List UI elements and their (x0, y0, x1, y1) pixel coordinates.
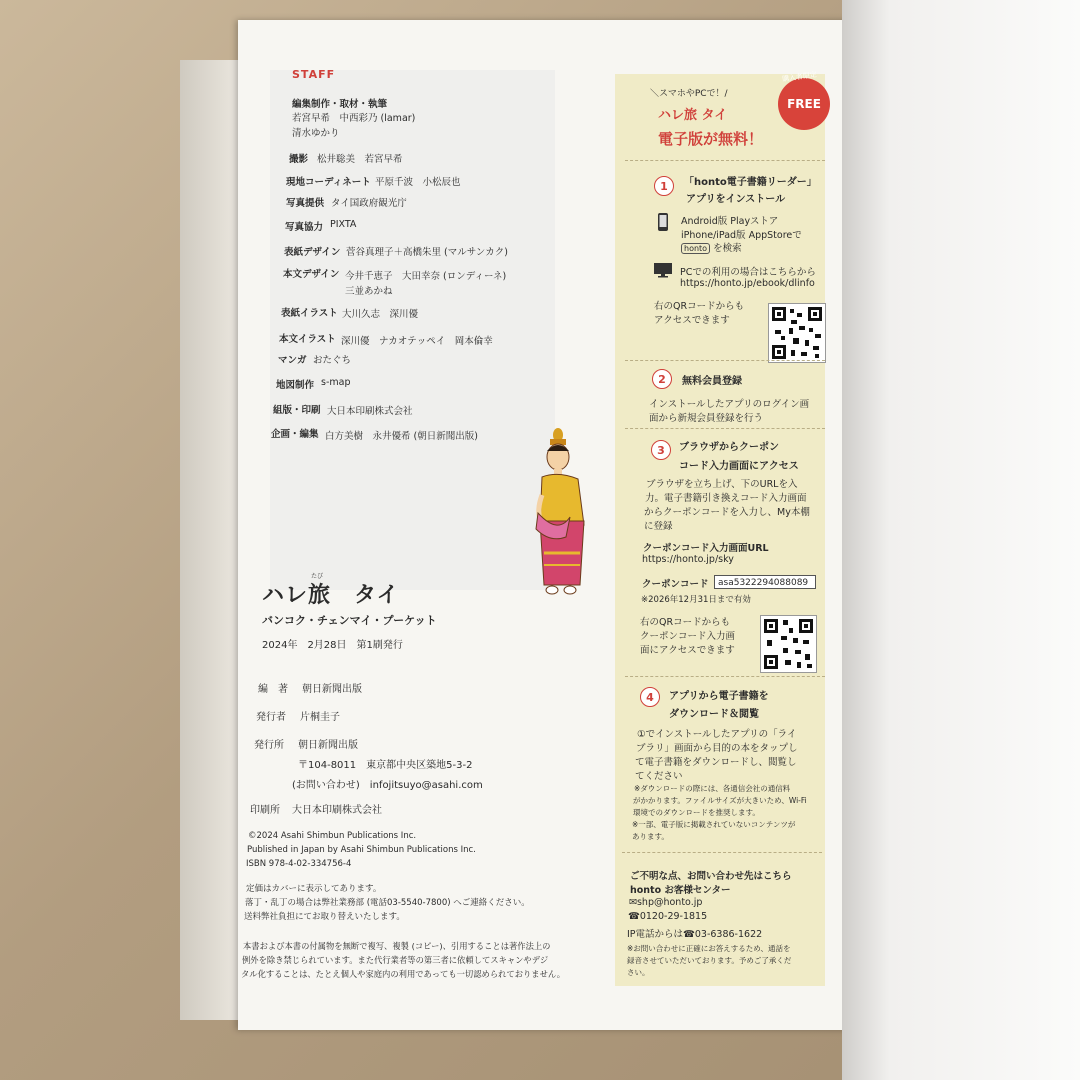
panel-divider (625, 160, 825, 161)
staff-role: 本文イラスト (279, 334, 336, 345)
coupon-expiry: ※2026年12月31日まで有効 (641, 595, 751, 605)
step-1-text-search: を検索 (713, 243, 742, 254)
staff-role: 企画・編集 (271, 429, 319, 440)
legal-line: 例外を除き禁じられています。また代行業者等の第三者に依頼してスキャンやデジ (242, 955, 549, 965)
free-badge (778, 78, 830, 130)
support-tel-number: 0120-29-1815 (639, 911, 708, 922)
support-email-address: shp@honto.jp (636, 897, 703, 908)
staff-role: 写真協力 (285, 222, 324, 233)
panel-divider (625, 676, 825, 677)
step-1-text (681, 240, 742, 254)
support-email[interactable] (629, 897, 702, 908)
note-line: 落丁・乱丁の場合は弊社業務部 (電話03-5540-7800) へご連絡ください。 (245, 898, 530, 908)
legal-line: タル化することは、たとえ個人や家庭内の利用であっても一切認められておりません。 (241, 969, 565, 979)
staff-names: 菅谷真理子＋高橋朱里 (マルサンカク) (346, 247, 508, 258)
step-3-text: 力。電子書籍引き換えコード入力画面 (645, 493, 807, 504)
publisher-address: 〒104-8011 東京都中央区築地5-3-2 (298, 760, 473, 771)
staff-role: マンガ (278, 355, 307, 366)
copyright-line: ©2024 Asahi Shimbun Publications Inc. (248, 831, 417, 841)
smartphone-icon (657, 212, 669, 232)
support-note: 録音させていただいております。予めご了承くだ (627, 956, 792, 965)
staff-names: 大日本印刷株式会社 (327, 406, 413, 417)
colophon-label: 編 著 (258, 684, 288, 695)
edition-date: 2024年 2月28日 第1刷発行 (262, 640, 403, 651)
step-1-title: アプリをインストール (686, 194, 786, 205)
staff-names: 清水ゆかり (292, 128, 340, 139)
step-4-text: ①でインストールしたアプリの「ライ (637, 729, 797, 740)
step-1-text: PCでの利用の場合はこちらから (680, 267, 816, 278)
qr-code-app[interactable] (768, 303, 826, 363)
page-stack-edge (180, 60, 240, 1020)
colophon-value: 朝日新聞出版 (302, 684, 362, 695)
step-3-text: 面にアクセスできます (640, 645, 735, 656)
support-ip-tel[interactable]: IP電話からは☎03-6386-1622 (627, 929, 763, 940)
step-4-note: ※一部、電子版に掲載されていないコンテンツが (632, 820, 796, 829)
staff-names: おたぐち (313, 355, 352, 366)
printer-value: 大日本印刷株式会社 (292, 805, 382, 816)
staff-names: 大川久志 深川優 (342, 309, 419, 320)
coupon-url-label: クーポンコード入力画面URL (643, 543, 769, 554)
mail-icon: ✉ (629, 897, 637, 908)
step-1-text: アクセスできます (654, 315, 730, 326)
colophon-label: 発行者 (256, 712, 286, 723)
staff-names: 今井千恵子 大田幸奈 (ロンディーネ) (345, 271, 507, 282)
staff-names: 白方美樹 永井優希 (朝日新聞出版) (325, 431, 478, 442)
staff-role: 地図制作 (276, 380, 315, 391)
support-note: さい。 (627, 968, 650, 977)
step-2-text: 面から新規会員登録を行う (649, 413, 764, 424)
thai-woman-illustration (528, 425, 596, 597)
free-badge-top: 購入者限定 (781, 70, 818, 84)
staff-names: 平原千波 小松辰也 (375, 177, 461, 188)
staff-role: 写真提供 (286, 198, 325, 209)
panel-divider (622, 852, 822, 853)
step-1-text: 右のQRコードからも (654, 301, 745, 312)
staff-role: 表紙イラスト (281, 308, 338, 319)
step-2-title: 無料会員登録 (682, 376, 742, 387)
step-4-note: 環境でのダウンロードを推奨します。 (633, 808, 760, 817)
step-3-text: ブラウザを立ち上げ、下のURLを入 (646, 479, 798, 490)
step-3-number: 3 (651, 440, 671, 460)
note-line: 送料弊社負担にてお取り替えいたします。 (244, 912, 405, 922)
isbn: ISBN 978-4-02-334756-4 (246, 859, 352, 869)
step-1-text: iPhone/iPad版 AppStoreで (681, 230, 802, 241)
step-4-note: がかかります。ファイルサイズが大きいため、Wi-Fi (633, 796, 807, 805)
free-badge-label: FREE (787, 97, 821, 111)
honto-tag: honto (681, 243, 710, 254)
step-1-number: 1 (654, 176, 674, 196)
printer-label: 印刷所 (250, 805, 280, 816)
support-intro: ご不明な点、お問い合わせ先はこちら (630, 871, 792, 882)
step-1-title: 「honto電子書籍リーダー」 (684, 177, 817, 188)
copyright-line: Published in Japan by Asahi Shimbun Publications Inc. (247, 845, 476, 855)
coupon-url[interactable]: https://honto.jp/sky (642, 554, 734, 565)
step-2-number: 2 (652, 369, 672, 389)
step-3-text: 右のQRコードからも (640, 617, 731, 628)
facing-page-curl (842, 0, 1080, 1080)
staff-role: 表紙デザイン (284, 247, 341, 258)
step-4-title: アプリから電子書籍を (669, 691, 769, 702)
step-1-url[interactable]: https://honto.jp/ebook/dlinfo (680, 278, 815, 289)
monitor-icon (653, 262, 673, 278)
support-center: honto お客様センター (630, 885, 731, 896)
step-3-text: に登録 (644, 521, 673, 532)
step-4-text: ブラリ」画面から目的の本をタップし (636, 743, 798, 754)
step-3-text: クーポンコード入力画 (640, 631, 736, 642)
panel-title-1: ハレ旅 タイ (658, 108, 728, 123)
step-3-title: コード入力画面にアクセス (679, 461, 799, 472)
legal-line: 本書および本書の付属物を無断で複写、複製 (コピー)、引用することは著作法上の (243, 941, 551, 951)
staff-names: 若宮早希 中西彩乃 (lamar) (292, 113, 416, 124)
staff-names: タイ国政府観光庁 (331, 198, 407, 209)
staff-role: 撮影 (289, 154, 309, 165)
support-tel[interactable] (628, 911, 707, 922)
staff-background (270, 70, 555, 590)
step-3-text: からクーポンコードを入力し、My本棚 (644, 507, 810, 518)
step-2-text: インストールしたアプリのログイン画 (649, 399, 810, 410)
panel-title-2: 電子版が無料！ (658, 130, 764, 148)
support-note: ※お問い合わせに正確にお答えするため、通話を (627, 944, 791, 953)
book-title: ハレ旅 タイ (262, 583, 400, 608)
book-title-ruby: たび (311, 573, 324, 580)
phone-icon: ☎ (628, 911, 640, 922)
staff-names: 深川優 ナカオテッペイ 岡本倫幸 (341, 336, 493, 347)
publisher-contact: (お問い合わせ) infojitsuyo@asahi.com (292, 780, 483, 791)
step-4-text: て電子書籍をダウンロードし、閲覧し (635, 757, 797, 768)
staff-role: 本文デザイン (283, 269, 340, 280)
step-4-title: ダウンロード＆閲覧 (669, 709, 759, 720)
coupon-code-label: クーポンコード (642, 579, 709, 590)
staff-role: 組版・印刷 (273, 405, 321, 416)
qr-code-coupon[interactable] (760, 615, 817, 673)
step-4-text: てください (635, 771, 683, 782)
note-line: 定価はカバーに表示してあります。 (246, 884, 382, 894)
staff-title: STAFF (292, 68, 336, 81)
step-4-number: 4 (640, 687, 660, 707)
step-4-note: あります。 (632, 832, 669, 841)
colophon-label: 発行所 (254, 740, 284, 751)
staff-names: PIXTA (330, 219, 357, 230)
colophon-value: 朝日新聞出版 (298, 740, 358, 751)
step-1-text: Android版 Playストア (681, 216, 779, 227)
staff-role: 現地コーディネート (286, 177, 371, 188)
colophon-value: 片桐圭子 (300, 712, 340, 723)
staff-names: 松井聡美 若宮早希 (317, 154, 403, 165)
book-subtitle: バンコク・チェンマイ・プーケット (262, 614, 437, 627)
step-3-title: ブラウザからクーポン (679, 442, 779, 453)
panel-divider (625, 360, 825, 361)
staff-role: 編集制作・取材・執筆 (292, 99, 388, 110)
panel-header-small: ＼スマホやPCで！/ (650, 89, 728, 99)
panel-divider (625, 428, 825, 429)
staff-names: 三並あかね (345, 286, 393, 297)
coupon-code[interactable]: asa5322294088089 (714, 575, 816, 589)
step-4-note: ※ダウンロードの際には、各通信会社の通信料 (634, 784, 791, 793)
staff-names: s-map (321, 377, 351, 388)
